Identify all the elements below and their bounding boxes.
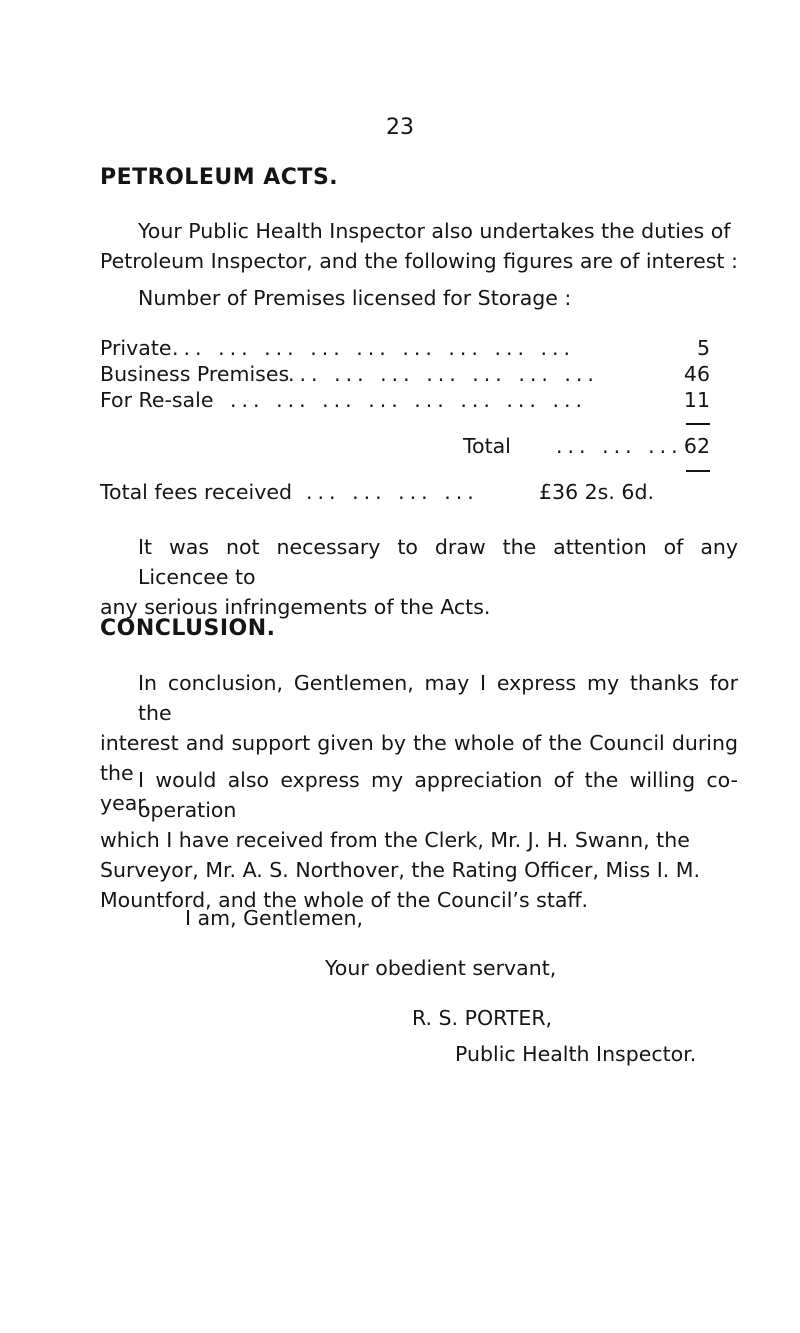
- para1-line-1: In conclusion, Gentlemen, may I express my thanks for the: [138, 671, 738, 725]
- fees-value: £36 2s. 6d.: [539, 480, 654, 504]
- petroleum-acts-heading: PETROLEUM ACTS.: [100, 165, 339, 190]
- row-private-label: Private: [100, 336, 172, 360]
- row-resale-value: 11: [683, 388, 710, 412]
- licencee-note-paragraph: [100, 532, 738, 622]
- petroleum-intro-paragraph: [100, 216, 738, 276]
- fees-dots: ... ... ... ...: [306, 480, 479, 504]
- closing: Your obedient servant,: [325, 956, 557, 980]
- para1-line-2: interest and support given by the whole of the Council during the: [100, 731, 738, 785]
- page-number: 23: [386, 115, 414, 140]
- fees-label: Total fees received: [100, 480, 292, 504]
- intro-line-1: Your Public Health Inspector also undertakes the duties of: [138, 219, 731, 243]
- row-private-dots: ... ... ... ... ... ... ... ... ...: [172, 336, 576, 360]
- row-business-dots: ... ... ... ... ... ... ...: [288, 362, 599, 386]
- total-label: Total: [463, 434, 511, 458]
- total-rule: [686, 470, 710, 472]
- total-dots: ... ... ...: [556, 434, 683, 458]
- note-line-1: It was not necessary to draw the attention of any Licencee to: [138, 535, 738, 589]
- row-resale-dots: ... ... ... ... ... ... ... ...: [230, 388, 588, 412]
- conclusion-heading: CONCLUSION.: [100, 616, 276, 641]
- row-private-value: 5: [696, 336, 710, 360]
- signature-title: Public Health Inspector.: [455, 1042, 697, 1066]
- subtotal-rule: [686, 423, 710, 425]
- para2-line-1: I would also express my appreciation of the willing co-operation: [138, 768, 738, 822]
- storage-subheading: Number of Premises licensed for Storage :: [138, 286, 572, 310]
- para1-line-3: year.: [100, 791, 151, 815]
- row-business-value: 46: [683, 362, 710, 386]
- para2-line-3: Surveyor, Mr. A. S. Northover, the Rating Officer, Miss I. M.: [100, 858, 701, 882]
- total-value: 62: [683, 434, 710, 458]
- note-line-2: any serious infringements of the Acts.: [100, 595, 491, 619]
- intro-line-2: Petroleum Inspector, and the following figures are of interest :: [100, 249, 738, 273]
- signature-name: R. S. PORTER,: [412, 1006, 553, 1030]
- salutation: I am, Gentlemen,: [185, 906, 364, 930]
- para2-line-4: Mountford, and the whole of the Council’s staff.: [100, 888, 589, 912]
- row-resale-label: For Re-sale: [100, 388, 214, 412]
- conclusion-paragraph-2: [100, 765, 738, 915]
- para2-line-2: which I have received from the Clerk, Mr. J. H. Swann, the: [100, 828, 690, 852]
- row-business-label: Business Premises: [100, 362, 290, 386]
